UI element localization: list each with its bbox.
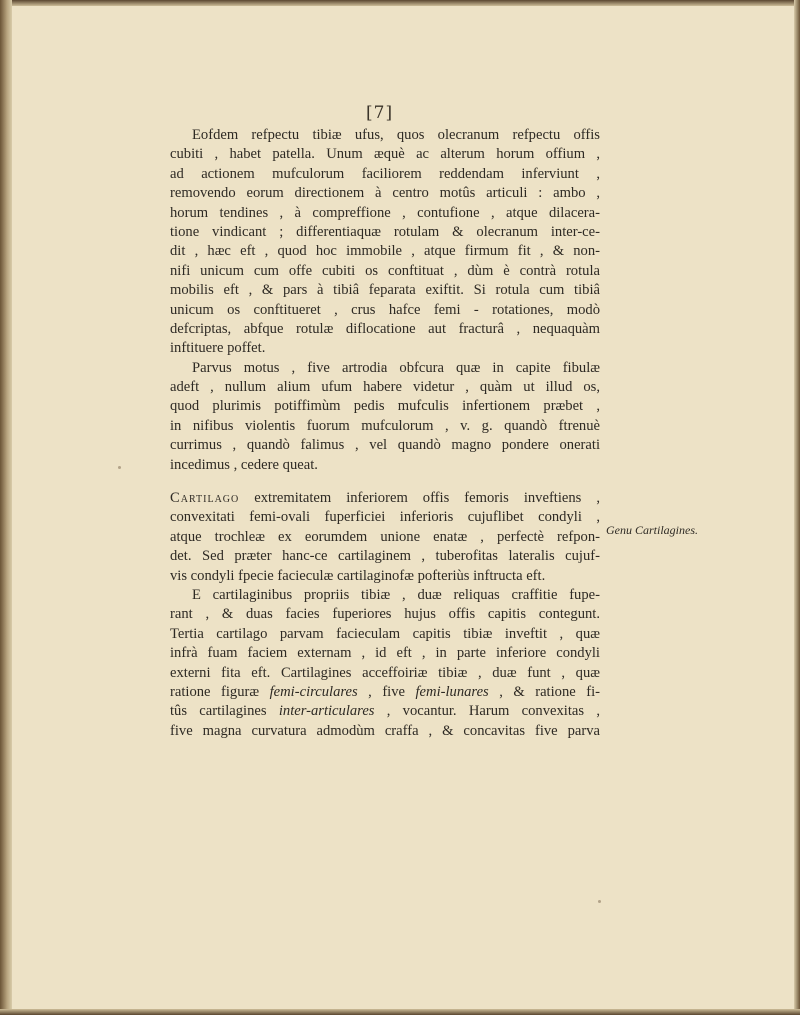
marginal-note: Genu Cartilagines.	[606, 523, 698, 537]
text-line	[170, 702, 600, 721]
text-line: in nifibus violentis fuorum mufculorum , v. g. quandò ftrenuè	[170, 417, 600, 434]
page-number: [7]	[366, 103, 394, 123]
page-edge-top	[0, 0, 800, 6]
section-lead-word: Cartilago	[170, 490, 240, 507]
text-line: E cartilaginibus propriis tibiæ , duæ reliquas craffitie fupe-	[192, 586, 600, 603]
italic-term: femi-circulares	[269, 683, 358, 700]
text-line: five magna curvatura admodùm craffa , & concavitas five parva	[170, 722, 600, 739]
text-line: currimus , quandò falimus , vel quandò magno pondere onerati	[170, 437, 600, 454]
text-line: infrà fuam faciem externam , id eft , in parte inferiore condyli	[170, 645, 600, 662]
italic-term: femi-lunares	[415, 683, 489, 700]
text-line: vis condyli fpecie facieculæ cartilaginofæ pofteriùs inftructa eft.	[170, 567, 546, 584]
main-text	[170, 126, 600, 741]
text-line: mobilis eft , & pars à tibiâ feparata exiftit. Si rotula cum tibiâ	[170, 282, 600, 299]
paper-speck	[598, 900, 601, 903]
text-line: Eofdem refpectu tibiæ ufus, quos olecranum refpectu offis	[192, 127, 600, 143]
text-line: Tertia cartilago parvam facieculam capitis tibiæ inveftit , quæ	[170, 625, 600, 642]
text-line: nifi unicum cum offe cubiti os conftituat , dùm è contrà rotula	[170, 262, 600, 279]
text-line: inftituere poffet.	[170, 340, 266, 357]
text-line: externi fita eft. Cartilagines acceffoiriæ tibiæ , duæ funt , quæ	[170, 664, 600, 681]
page-edge-bottom	[0, 1009, 800, 1015]
text-line: ad actionem mufculorum faciliorem reddendam inferviunt ,	[170, 165, 600, 182]
text-line: defcriptas, abfque rotulæ diflocatione aut fracturâ , nequaquàm	[170, 320, 600, 337]
text-span: extremitatem inferiorem offis femoris inveftiens ,	[239, 490, 600, 507]
text-line: convexitati femi-ovali fuperficiei inferioris cujuflibet condyli ,	[170, 509, 600, 526]
text-line: tione vindicant ; differentiaquæ rotulam & olecranum inter-ce-	[170, 223, 600, 240]
text-line: removendo eorum directionem à centro motûs articuli : ambo ,	[170, 185, 600, 202]
text-span: , vocantur. Harum convexitas ,	[374, 703, 600, 720]
text-line: Parvus motus , five artrodia obfcura quæ in capite fibulæ	[192, 359, 600, 376]
text-line: det. Sed præter hanc-ce cartilaginem , tuberofitas lateralis cujuf-	[170, 548, 600, 565]
italic-term: inter-articulares	[278, 703, 375, 720]
text-line: unicum os conftitueret , crus hafce femi - rotationes, modò	[170, 301, 600, 318]
text-line: atque trochleæ ex eorumdem unione enatæ , perfectè refpon-	[170, 528, 600, 545]
text-line: horum tendines , à compreffione , contufione , atque dilacera-	[170, 204, 600, 221]
text-span: ratione figuræ	[170, 683, 270, 700]
paper-speck	[118, 466, 121, 469]
paragraph-gap	[170, 475, 600, 489]
text-line: quod plurimis potiffimùm pedis mufculis infertionem præbet ,	[170, 398, 600, 415]
text-line: cubiti , habet patella. Unum æquè ac alterum horum offium ,	[170, 146, 600, 163]
text-line	[170, 683, 600, 702]
text-line: rant , & duas facies fuperiores hujus offis capitis contegunt.	[170, 606, 600, 623]
text-line: adeft , nullum alium ufum habere videtur , quàm ut illud os,	[170, 379, 600, 396]
text-span: , & ratione fi-	[488, 683, 600, 700]
book-binding	[0, 0, 12, 1015]
text-line	[170, 489, 600, 508]
page-edge-right	[794, 0, 800, 1015]
text-line: incedimus , cedere queat.	[170, 456, 318, 473]
text-line: dit , hæc eft , quod hoc immobile , atque firmum fit , & non-	[170, 243, 600, 260]
text-span: , five	[357, 683, 416, 700]
text-span: tûs cartilagines	[170, 703, 279, 720]
